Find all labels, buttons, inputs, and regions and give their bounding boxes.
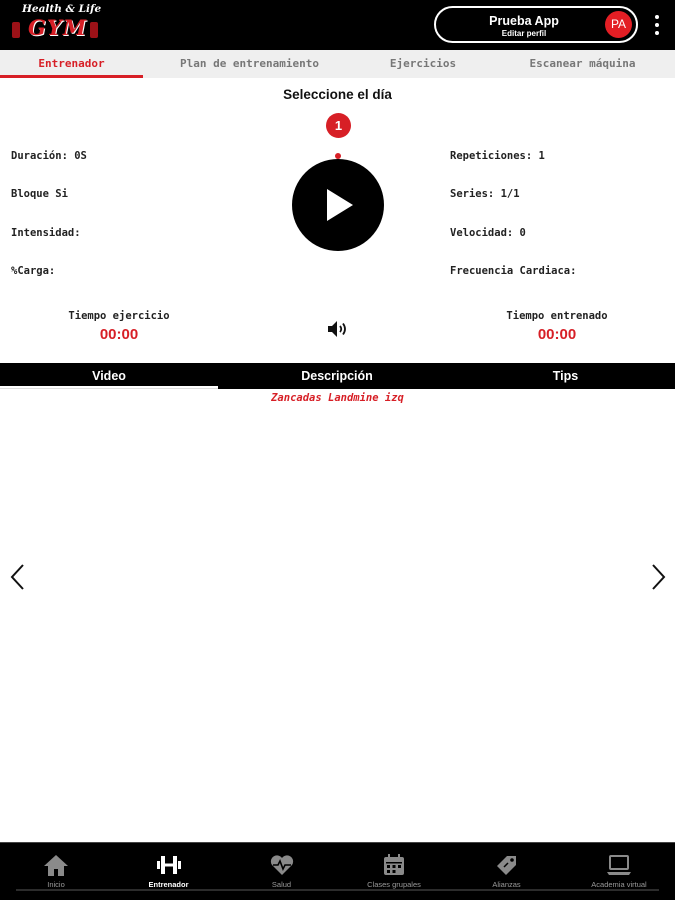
chevron-left-icon[interactable] [9, 563, 27, 591]
nav-label-alianzas: Alianzas [492, 880, 521, 889]
laptop-icon [606, 853, 632, 877]
avatar: PA [605, 11, 632, 38]
speaker-icon[interactable] [327, 320, 349, 338]
edit-profile-link[interactable]: Editar perfil [501, 29, 547, 38]
stat-duracion: Duración: 0S [11, 150, 87, 162]
stat-frecuencia-cardiaca: Frecuencia Cardiaca: [450, 265, 577, 277]
dumbbell-icon [156, 853, 182, 877]
tab-escanear-maquina[interactable]: Escanear máquina [529, 57, 636, 70]
tab-descripcion[interactable]: Descripción [301, 369, 373, 383]
trained-time-value: 00:00 [537, 326, 577, 343]
stat-repeticiones: Repeticiones: 1 [450, 150, 545, 162]
stat-bloque: Bloque Si [11, 188, 68, 200]
more-vertical-icon[interactable] [652, 14, 662, 36]
stat-carga: %Carga: [11, 265, 56, 277]
logo-main-text: GYM [28, 15, 88, 40]
exercise-time-value: 00:00 [99, 326, 139, 343]
tab-ejercicios[interactable]: Ejercicios [389, 57, 457, 70]
heart-pulse-icon [269, 853, 295, 877]
day-button-1[interactable]: 1 [326, 113, 351, 138]
tab-entrenador[interactable]: Entrenador [38, 57, 105, 70]
home-icon [43, 853, 69, 877]
stat-series: Series: 1/1 [450, 188, 520, 200]
active-tab-indicator [0, 75, 143, 78]
top-tabs [0, 50, 675, 78]
day-selector-title: Seleccione el día [283, 87, 392, 102]
tab-plan-de-entrenamiento[interactable]: Plan de entrenamiento [179, 57, 320, 70]
logo-top-text: Health & Life [22, 3, 102, 15]
chevron-right-icon[interactable] [649, 563, 667, 591]
app-header [0, 0, 675, 50]
dumbbell-left-icon [12, 22, 20, 38]
nav-label-academia-virtual: Academia virtual [591, 880, 647, 889]
stat-intensidad: Intensidad: [11, 227, 81, 239]
exercise-name: Zancadas Landmine izq [271, 392, 404, 404]
nav-label-salud: Salud [271, 880, 292, 889]
exercise-time-label: Tiempo ejercicio [68, 310, 170, 322]
calendar-icon [381, 853, 407, 877]
trained-time-label: Tiempo entrenado [506, 310, 608, 322]
play-icon [324, 187, 356, 223]
nav-label-inicio: Inicio [47, 880, 65, 889]
stat-velocidad: Velocidad: 0 [450, 227, 526, 239]
gym-logo[interactable] [10, 2, 100, 46]
play-button[interactable] [292, 159, 384, 251]
active-subtab-indicator [0, 386, 218, 389]
dumbbell-right-icon [90, 22, 98, 38]
nav-label-clases-grupales: Clases grupales [367, 880, 421, 889]
profile-button[interactable] [434, 6, 638, 43]
tab-tips[interactable]: Tips [552, 369, 579, 383]
tab-video[interactable]: Video [92, 369, 126, 383]
profile-name: Prueba App [489, 14, 559, 28]
nav-label-entrenador: Entrenador [148, 880, 189, 889]
system-nav-bar [0, 889, 675, 900]
tag-icon [494, 853, 520, 877]
